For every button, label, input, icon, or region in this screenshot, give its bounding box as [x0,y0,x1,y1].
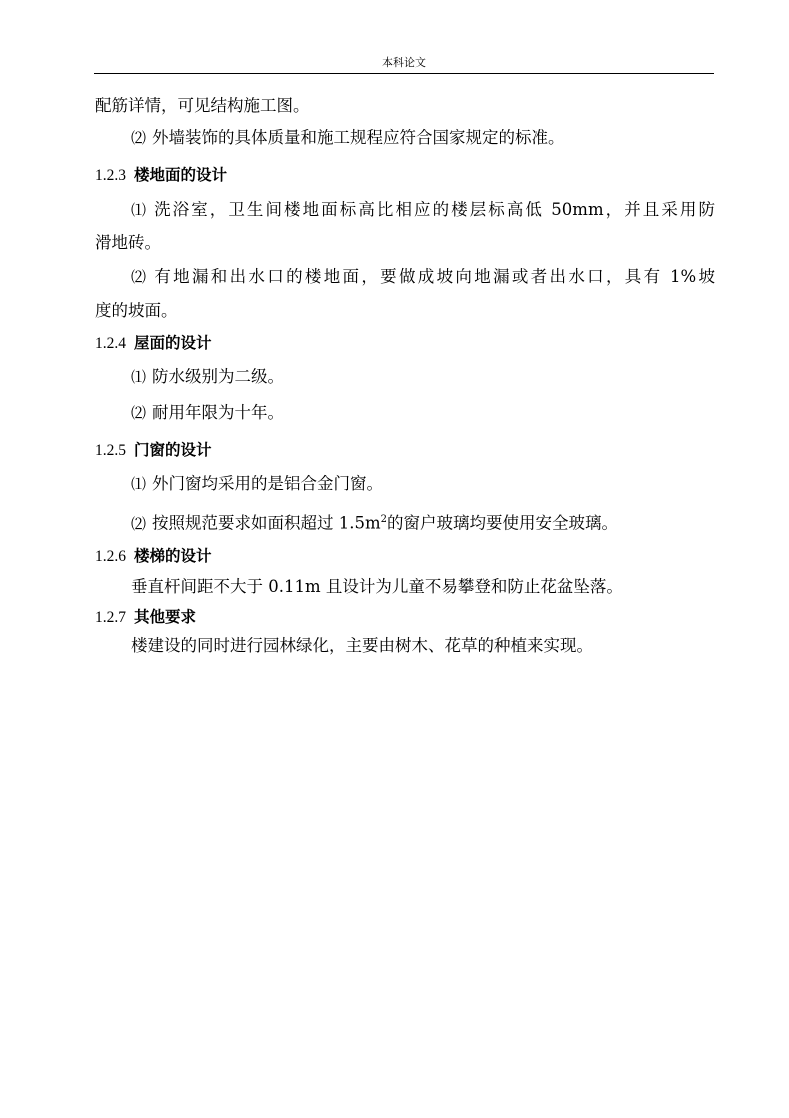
list-item-text: 洗浴室，卫生间楼地面标高比相应的楼层标高低 50mm，并且采用防 [152,200,715,219]
paragraph-line: 滑地砖。 [95,233,161,252]
list-item-text: 的窗户玻璃均要使用安全玻璃。 [387,513,619,533]
paragraph-line: 配筋详情，可见结构施工图。 [95,96,310,115]
list-item [131,509,618,535]
list-item [131,266,715,288]
list-item-text: 外门窗均采用的是铝合金门窗。 [152,474,384,493]
section-heading [95,606,196,629]
list-item [131,473,383,495]
list-item-text: 防水级别为二级。 [152,367,285,386]
list-item [131,402,284,424]
paragraph-line: 楼建设的同时进行园林绿化，主要由树木、花草的种植来实现。 [131,636,593,655]
list-item-text: 外墙装饰的具体质量和施工规程应符合国家规定的标准。 [152,128,565,147]
list-marker: ⑴ [131,201,147,219]
header-rule [94,73,714,74]
list-item [131,127,565,149]
list-marker: ⑵ [131,514,147,533]
list-marker: ⑴ [131,368,147,386]
section-heading [95,164,227,187]
section-title: 楼地面的设计 [134,166,228,184]
paragraph-line: 度的坡面。 [95,301,178,320]
section-number: 1.2.7 [95,609,126,626]
section-number: 1.2.4 [95,335,126,352]
section-number: 1.2.6 [95,548,126,565]
paragraph-line: 垂直杆间距不大于 0.11m 且设计为儿童不易攀登和防止花盆坠落。 [131,577,623,596]
section-title: 其他要求 [134,608,197,626]
section-number: 1.2.5 [95,442,126,459]
section-title: 屋面的设计 [134,334,212,352]
section-title: 门窗的设计 [134,441,212,459]
section-number: 1.2.3 [95,167,126,184]
list-item [131,366,284,388]
section-heading [95,332,212,355]
superscript: 2 [380,514,388,525]
list-item-text: 有地漏和出水口的楼地面，要做成坡向地漏或者出水口，具有 1%坡 [152,267,715,286]
list-marker: ⑵ [131,129,147,147]
running-header: 本科论文 [382,56,426,69]
list-item-text: 按照规范要求如面积超过 1.5m [152,513,381,533]
list-item-text: 耐用年限为十年。 [152,403,285,422]
list-marker: ⑵ [131,404,147,422]
list-marker: ⑵ [131,268,147,286]
section-title: 楼梯的设计 [134,547,212,565]
list-item [131,199,715,221]
section-heading [95,545,212,568]
section-heading [95,439,212,462]
list-marker: ⑴ [131,475,147,493]
